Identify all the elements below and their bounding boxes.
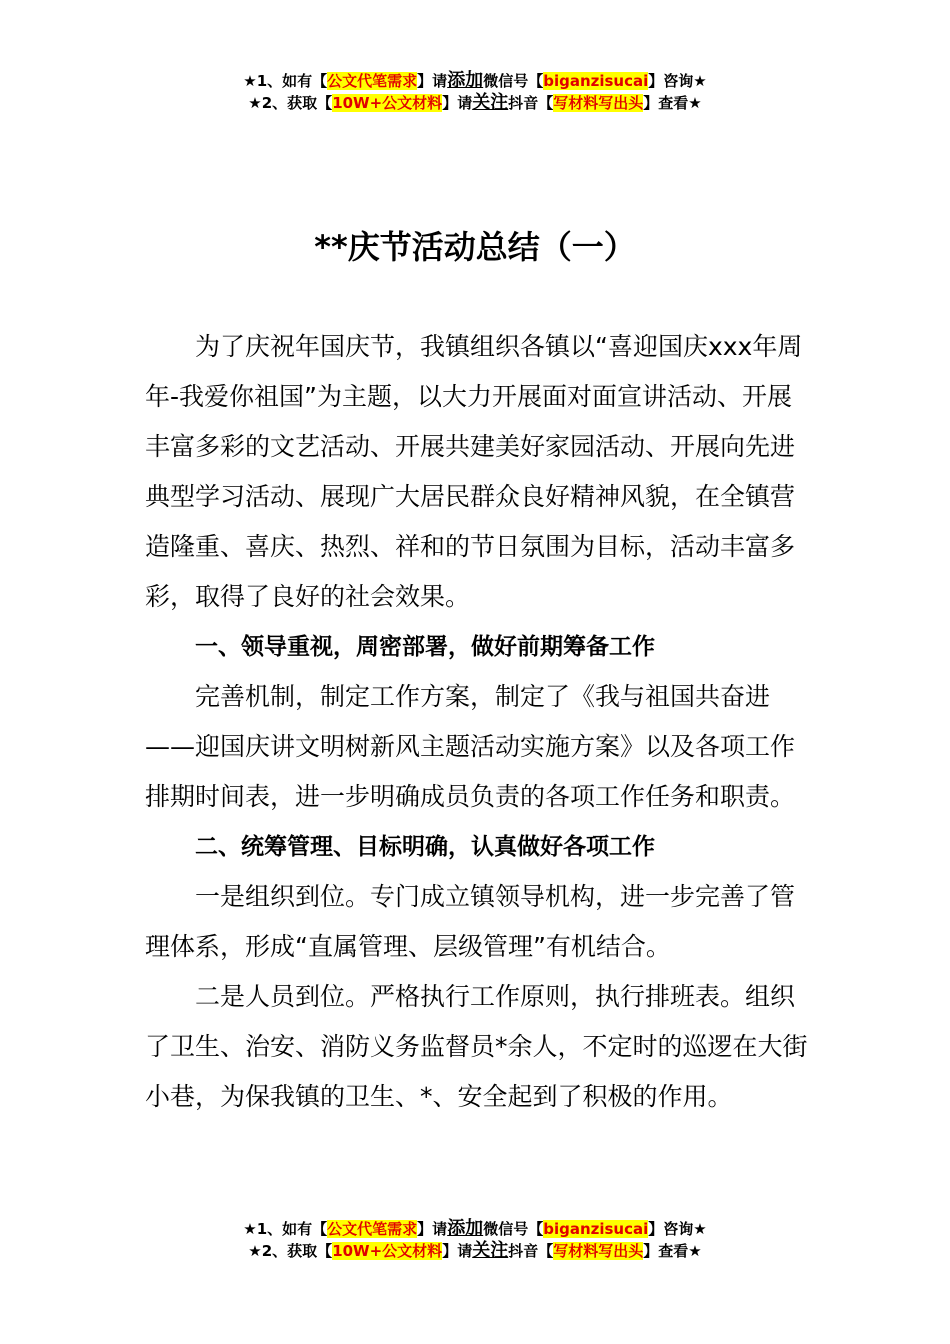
banner-highlight: 公文代笔需求 — [327, 72, 418, 90]
section-heading-2: 二、统筹管理、目标明确，认真做好各项工作 — [195, 834, 655, 860]
banner-text: 微信号【 — [483, 1220, 544, 1238]
banner-text: 】请 — [417, 72, 448, 90]
banner-text: 】咨询★ — [648, 72, 707, 90]
banner-text: ★2、获取【 — [248, 1242, 333, 1260]
banner-line-2 — [0, 1240, 950, 1262]
banner-emphasis: 添加 — [447, 70, 484, 91]
banner-text: 微信号【 — [483, 72, 544, 90]
banner-highlight: 10W+公文材料 — [332, 1242, 443, 1260]
intro-paragraph: 为了庆祝年国庆节，我镇组织各镇以“喜迎国庆xxx年周年-我爱你祖国”为主题，以大力开展面对面宣讲活动、开展丰富多彩的文艺活动、开展共建美好家园活动、开展向先进典型学习活动、展现广大居民群众良好精神风貌，在全镇营造隆重、喜庆、热烈、祥和的节日氛围为目标，活动丰富多彩，取得了良好的社会效果。 — [145, 332, 803, 611]
section-1-paragraph: 完善机制，制定工作方案，制定了《我与祖国共奋进——迎国庆讲文明树新风主题活动实施方案》以及各项工作排期时间表，进一步明确成员负责的各项工作任务和职责。 — [145, 682, 796, 811]
banner-line-1 — [0, 1218, 950, 1240]
banner-text: 】查看★ — [643, 1242, 702, 1260]
document-title: **庆节活动总结（一） — [314, 228, 636, 266]
banner-text: 】请 — [442, 94, 473, 112]
banner-text: 抖音【 — [508, 94, 554, 112]
banner-text: ★2、获取【 — [248, 94, 333, 112]
banner-douyin-name: 写材料写出头 — [553, 94, 644, 112]
banner-text: 】查看★ — [643, 94, 702, 112]
banner-highlight: 公文代笔需求 — [327, 1220, 418, 1238]
banner-wechat-id: biganzisucai — [543, 72, 649, 90]
banner-emphasis: 关注 — [472, 1240, 509, 1261]
banner-highlight: 10W+公文材料 — [332, 94, 443, 112]
banner-text: ★1、如有【 — [243, 72, 328, 90]
section-heading-1: 一、领导重视，周密部署，做好前期筹备工作 — [195, 634, 655, 660]
section-2-paragraph-2: 二是人员到位。严格执行工作原则，执行排班表。组织了卫生、治安、消防义务监督员*余人，不定时的巡逻在大街小巷，为保我镇的卫生、*、安全起到了积极的作用。 — [145, 982, 808, 1111]
document-body — [145, 322, 810, 1122]
banner-emphasis: 添加 — [447, 1218, 484, 1239]
banner-text: 】咨询★ — [648, 1220, 707, 1238]
section-2-paragraph-1: 一是组织到位。专门成立镇领导机构，进一步完善了管理体系，形成“直属管理、层级管理”有机结合。 — [145, 882, 796, 961]
banner-emphasis: 关注 — [472, 92, 509, 113]
banner-line-1 — [0, 70, 950, 92]
header-banner — [0, 70, 950, 114]
banner-wechat-id: biganzisucai — [543, 1220, 649, 1238]
banner-text: 抖音【 — [508, 1242, 554, 1260]
banner-text: 】请 — [417, 1220, 448, 1238]
banner-text: 】请 — [442, 1242, 473, 1260]
banner-line-2 — [0, 92, 950, 114]
banner-text: ★1、如有【 — [243, 1220, 328, 1238]
footer-banner — [0, 1218, 950, 1262]
banner-douyin-name: 写材料写出头 — [553, 1242, 644, 1260]
